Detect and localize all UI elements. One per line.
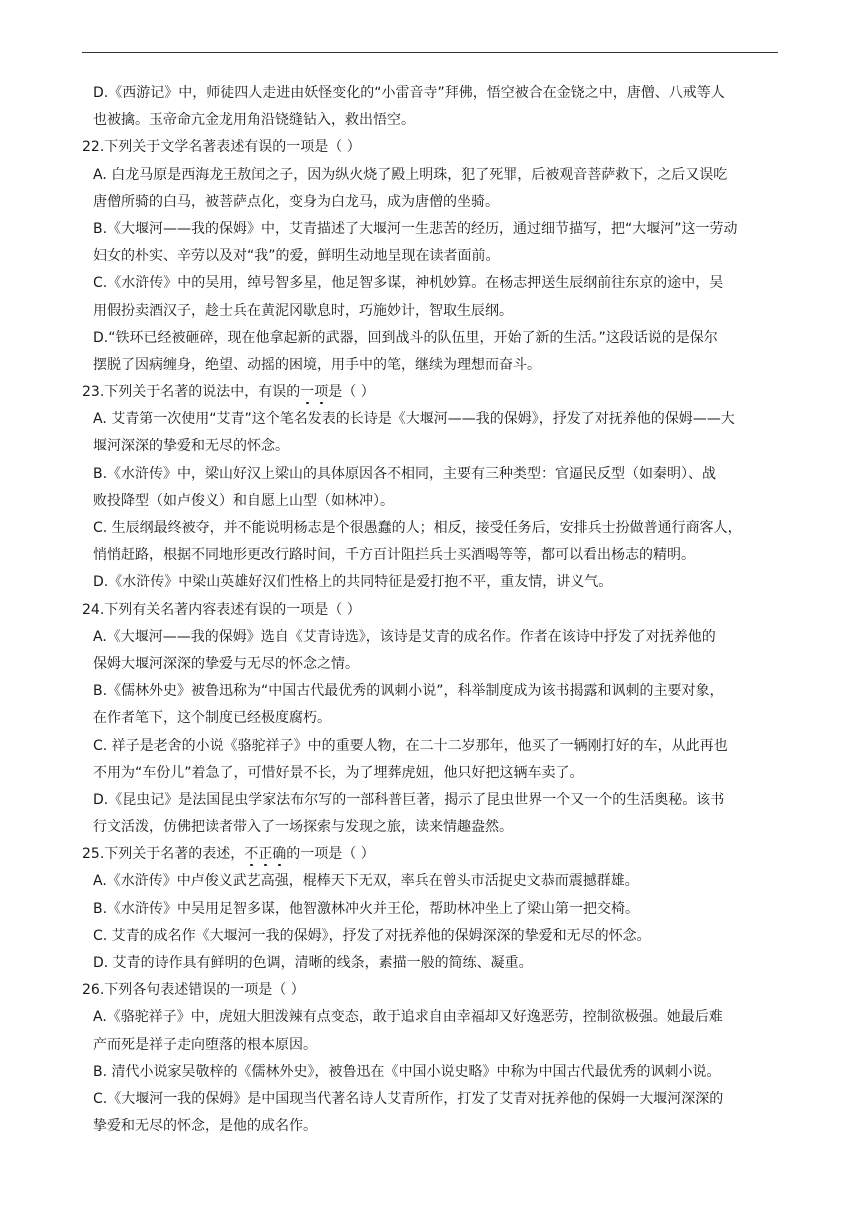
emphasis-dot-char: 项 (314, 384, 329, 401)
question-line: 24.下列有关名著内容表述有误的一项是（ ） (82, 601, 361, 618)
option-line: A. 白龙马原是西海龙王敖闰之子，因为纵火烧了殿上明珠，犯了死罪，后被观音菩萨救下，之后又误吃 (93, 166, 728, 183)
emphasis-dot-char: 正 (258, 846, 273, 863)
option-line: A.《大堰河——我的保姆》选自《艾青诗选》，该诗是艾青的成名作。作者在该诗中抒发了对抚养他的 (93, 628, 716, 645)
continuation-line: 堰河深深的挚爱和无尽的怀念。 (93, 438, 289, 455)
option-line: B.《儒林外史》被鲁迅称为“中国古代最优秀的讽刺小说”，科举制度成为该书揭露和讽刺的主要对象， (93, 683, 724, 700)
continuation-line: 不用为“车份儿”着急了，可惜好景不长，为了埋葬虎妞，他只好把这辆车卖了。 (93, 764, 584, 781)
option-line: D. 艾青的诗作具有鲜明的色调，清晰的线条，素描一般的简练、凝重。 (93, 955, 533, 971)
option-line: C. 生辰纲最终被夺，并不能说明杨志是个很愚蠢的人；相反，接受任务后，安排兵士扮做普通行商客人， (93, 520, 742, 536)
question-line: 22.下列关于文学名著表述有误的一项是（ ） (82, 139, 361, 156)
emphasis-dot-char: 一 (300, 384, 315, 401)
continuation-line: 妇女的朴实、辛劳以及对“我”的爱，鲜明生动地呈现在读者面前。 (93, 248, 500, 265)
option-line: B.《大堰河——我的保姆》中，艾青描述了大堰河一生悲苦的经历，通过细节描写，把“大堰河”这一劳动 (93, 220, 738, 237)
option-line: B. 清代小说家吴敬梓的《儒林外史》，被鲁迅在《中国小说史略》中称为中国古代最优秀的讽刺小说。 (93, 1063, 721, 1080)
option-line: C. 祥子是老舍的小说《骆驼祥子》中的重要人物，在二十二岁那年，他买了一辆刚打好的车，从此再也 (93, 737, 728, 754)
option-line: C.《大堰河一我的保姆》是中国现当代著名诗人艾青所作，打发了艾青对抚养他的保姆一大堰河深深的 (93, 1090, 724, 1107)
option-line: D.“铁环已经被砸碎，现在他拿起新的武器，回到战斗的队伍里，开始了新的生活。”这段话说的是保尔 (93, 329, 718, 346)
option-line: A.《水浒传》中卢俊义武艺高强，棍棒天下无双，率兵在曾头市活捉史文恭而震撼群雄。 (93, 873, 639, 890)
continuation-line: 唐僧所骑的白马，被菩萨点化，变身为白龙马，成为唐僧的坐骑。 (93, 193, 499, 210)
option-line: A.《骆驼祥子》中，虎妞大胆泼辣有点变态，敢于追求自由幸福却又好逸恶劳，控制欲极强。她最后难 (93, 1009, 723, 1026)
continuation-line: 也被擒。玉帝命亢金龙用角沿铙缝钻入，救出悟空。 (93, 112, 415, 129)
emphasis-dot-char: 不 (244, 846, 259, 863)
continuation-line: 保姆大堰河深深的挚爱与无尽的怀念之情。 (93, 655, 359, 672)
continuation-line: 悄悄赶路，根据不同地形更改行路时间，千方百计阻拦兵士买酒喝等等，都可以看出杨志的精明。 (93, 547, 695, 564)
continuation-line: 行文活泼，仿佛把读者带入了一场探索与发现之旅，读来情趣盎然。 (93, 819, 513, 836)
option-line: C.《水浒传》中的吴用，绰号智多星，他足智多谋，神机妙算。在杨志押送生辰纲前往东京的途中，吴 (93, 275, 724, 292)
continuation-line: 用假扮卖酒汉子，趁士兵在黄泥冈歇息时，巧施妙计，智取生辰纲。 (93, 302, 513, 319)
header-rule (82, 52, 778, 53)
option-line: B.《水浒传》中吴用足智多谋，他智激林冲火并王伦，帮助林冲坐上了梁山第一把交椅。 (93, 900, 640, 917)
question-line: 23.下列关于名著的说法中，有误的一项是（ ） (82, 384, 375, 401)
question-line: 25.下列关于名著的表述，不正确的一项是（ ） (82, 846, 375, 863)
question-line: 26.下列各句表述错误的一项是（ ） (82, 982, 305, 999)
option-line: D.《昆虫记》是法国昆虫学家法布尔写的一部科普巨著，揭示了昆虫世界一个又一个的生活奥秘。该书 (93, 791, 725, 808)
document-body (82, 80, 780, 1140)
emphasis-dot-char: 确 (272, 846, 287, 863)
option-line: D.《西游记》中，师徒四人走进由妖怪变化的“小雷音寺”拜佛，悟空被合在金铙之中，唐僧、八戒等人 (93, 85, 725, 101)
continuation-line: 挚爱和无尽的怀念，是他的成名作。 (93, 1118, 317, 1135)
continuation-line: 产而死是祥子走向堕落的根本原因。 (93, 1036, 317, 1053)
continuation-line: 在作者笔下，这个制度已经极度腐朽。 (93, 710, 331, 727)
continuation-line: 摆脱了因病缠身，绝望、动摇的困境，用手中的笔，继续为理想而奋斗。 (93, 356, 541, 373)
option-line: C. 艾青的成名作《大堰河一我的保姆》，抒发了对抚养他的保姆深深的挚爱和无尽的怀念。 (93, 927, 651, 944)
option-line: A. 艾青第一次使用“艾青”这个笔名发表的长诗是《大堰河——我的保姆》，抒发了对抚养他的保姆——大 (93, 411, 735, 428)
option-line: D.《水浒传》中梁山英雄好汉们性格上的共同特征是爱打抱不平，重友情，讲义气。 (93, 574, 613, 591)
continuation-line: 败投降型（如卢俊义）和自愿上山型（如林冲）。 (93, 492, 394, 509)
option-line: B.《水浒传》中，梁山好汉上梁山的具体原因各不相同，主要有三种类型：官逼民反型（如秦明）、战 (93, 465, 717, 482)
